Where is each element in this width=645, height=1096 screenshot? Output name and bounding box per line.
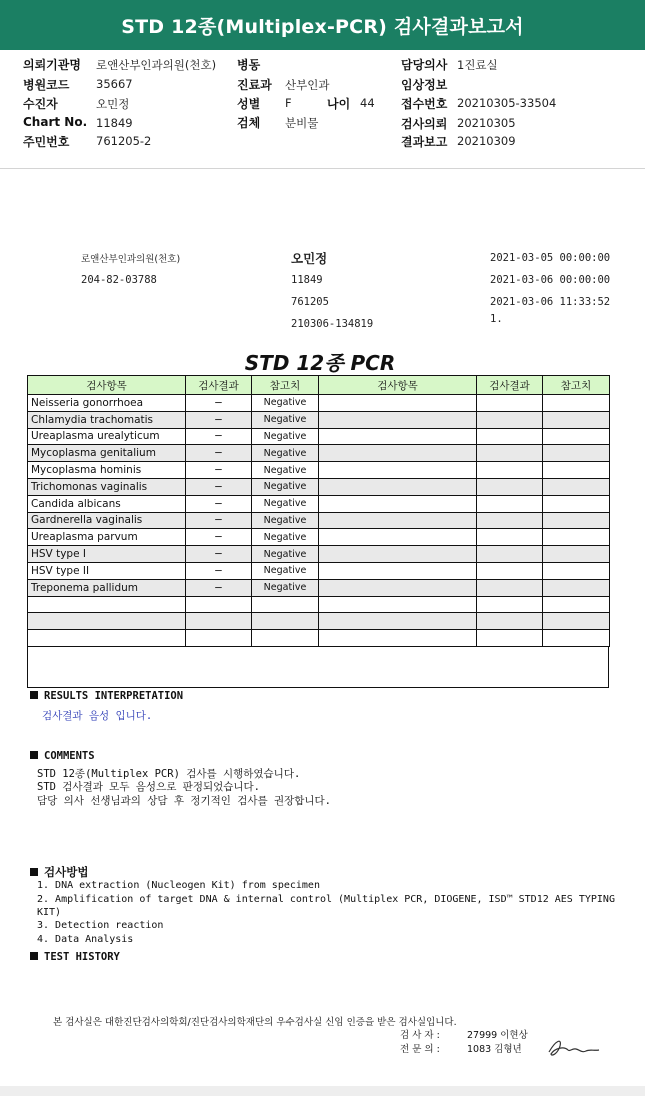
method-line: 4. Data Analysis	[37, 934, 134, 945]
test-reference: Negative	[252, 529, 319, 546]
table-row	[28, 478, 610, 495]
page-bottom-strip	[0, 1086, 645, 1096]
field-label-request-date: 검사의뢰	[401, 117, 448, 131]
field-value-age: 44	[360, 96, 375, 110]
table-row	[28, 445, 610, 462]
table-row	[28, 546, 610, 563]
test-reference: Negative	[252, 478, 319, 495]
test-item: Ureaplasma urealyticum	[28, 428, 186, 445]
sub-date-3-suffix: 1.	[490, 313, 503, 325]
test-result: −	[186, 546, 252, 563]
test-result: −	[186, 529, 252, 546]
field-value-department: 산부인과	[285, 78, 330, 92]
bullet-square-icon	[30, 952, 38, 960]
test-result: −	[186, 411, 252, 428]
field-label-department: 진료과	[237, 78, 272, 92]
sub-patient-name: 오민정	[291, 251, 328, 266]
test-reference: Negative	[252, 411, 319, 428]
table-footer-box	[27, 647, 609, 688]
test-result: −	[186, 428, 252, 445]
report-main-title: STD 12종(Multiplex-PCR) 검사결과보고서	[121, 15, 524, 38]
sub-birth: 761205	[291, 296, 329, 308]
bullet-square-icon	[30, 868, 38, 876]
sub-chart: 11849	[291, 274, 323, 286]
test-result: −	[186, 562, 252, 579]
table-row	[28, 411, 610, 428]
test-result: −	[186, 478, 252, 495]
comment-line: STD 12종(Multiplex PCR) 검사를 시행하였습니다.	[37, 768, 301, 780]
sub-clinic: 로앤산부인과의원(천호)	[81, 254, 181, 265]
method-line: KIT)	[37, 907, 62, 918]
table-row	[28, 428, 610, 445]
test-item: Trichomonas vaginalis	[28, 478, 186, 495]
method-line: 2. Amplification of target DNA & internal control (Multiplex PCR, DIOGENE, ISD™ STD12 AES TYPING	[37, 894, 615, 905]
history-heading: TEST HISTORY	[30, 951, 120, 963]
field-label-institution: 의뢰기관명	[23, 58, 81, 72]
table-row-empty	[28, 613, 610, 630]
field-label-chart-no: Chart No.	[23, 115, 88, 129]
table-row-empty	[28, 630, 610, 647]
test-reference: Negative	[252, 512, 319, 529]
test-item: Mycoplasma genitalium	[28, 445, 186, 462]
field-label-clinical-info: 임상정보	[401, 78, 448, 92]
test-item: Treponema pallidum	[28, 579, 186, 596]
field-label-age: 나이	[327, 97, 351, 111]
table-row	[28, 562, 610, 579]
test-item: Mycoplasma hominis	[28, 462, 186, 479]
certification-statement: 본 검사실은 대한진단검사의학회/진단검사의학재단의 우수검사실 신임 인증을 받은 검사실입니다.	[53, 1017, 457, 1028]
col-header-item-2: 검사항목	[319, 376, 477, 395]
test-item: Neisseria gonorrhoea	[28, 395, 186, 412]
test-item: HSV type II	[28, 562, 186, 579]
test-item: Candida albicans	[28, 495, 186, 512]
results-table	[27, 375, 610, 647]
test-item: Ureaplasma parvum	[28, 529, 186, 546]
sub-accession: 210306-134819	[291, 318, 374, 330]
field-value-request-date: 20210305	[457, 116, 516, 130]
test-reference: Negative	[252, 395, 319, 412]
field-value-specimen: 분비물	[285, 116, 319, 130]
test-item: HSV type I	[28, 546, 186, 563]
table-row	[28, 512, 610, 529]
signature-mark	[546, 1036, 602, 1060]
bullet-square-icon	[30, 691, 38, 699]
bullet-square-icon	[30, 751, 38, 759]
field-label-report-date: 결과보고	[401, 135, 448, 149]
field-label-ward: 병동	[237, 58, 261, 72]
table-header-row	[28, 376, 610, 395]
comment-line: STD 검사결과 모두 음성으로 판정되었습니다.	[37, 781, 261, 793]
test-result: −	[186, 462, 252, 479]
field-value-report-date: 20210309	[457, 134, 516, 148]
test-result: −	[186, 395, 252, 412]
field-label-specimen: 검체	[237, 116, 261, 130]
sub-date-1: 2021-03-05 00:00:00	[490, 252, 611, 264]
specialist-label: 전 문 의 :	[400, 1044, 440, 1055]
test-result: −	[186, 579, 252, 596]
field-label-patient: 수진자	[23, 97, 58, 111]
table-row	[28, 495, 610, 512]
header-divider	[0, 168, 645, 169]
test-reference: Negative	[252, 462, 319, 479]
examiner-value: 27999 이현상	[467, 1030, 528, 1041]
table-row	[28, 529, 610, 546]
method-heading: 검사방법	[30, 864, 88, 880]
field-label-resident-no: 주민번호	[23, 135, 70, 149]
test-item: Chlamydia trachomatis	[28, 411, 186, 428]
test-reference: Negative	[252, 428, 319, 445]
table-row	[28, 462, 610, 479]
method-line: 3. Detection reaction	[37, 920, 164, 931]
test-result: −	[186, 495, 252, 512]
field-value-patient: 오민정	[96, 97, 130, 111]
test-reference: Negative	[252, 445, 319, 462]
col-header-result: 검사결과	[186, 376, 252, 395]
test-item: Gardnerella vaginalis	[28, 512, 186, 529]
table-row	[28, 395, 610, 412]
comment-line: 담당 의사 선생님과의 상담 후 정기적인 검사를 권장합니다.	[37, 795, 332, 807]
test-result: −	[186, 445, 252, 462]
field-value-sex: F	[285, 96, 292, 110]
test-reference: Negative	[252, 495, 319, 512]
col-header-result-2: 검사결과	[477, 376, 543, 395]
sub-date-3: 2021-03-06 11:33:52	[490, 296, 611, 308]
report-subtitle: STD 12종 PCR	[244, 351, 396, 375]
field-value-chart-no: 11849	[96, 116, 133, 130]
field-value-hospital-code: 35667	[96, 77, 133, 91]
field-label-accession-no: 접수번호	[401, 97, 448, 111]
sub-date-2: 2021-03-06 00:00:00	[490, 274, 611, 286]
test-reference: Negative	[252, 562, 319, 579]
field-value-institution: 로앤산부인과의원(천호)	[96, 58, 217, 72]
table-row-empty	[28, 596, 610, 613]
report-title-bar	[0, 0, 645, 50]
results-text: 검사결과 음성 입니다.	[42, 710, 153, 722]
col-header-item: 검사항목	[28, 376, 186, 395]
field-label-hospital-code: 병원코드	[23, 78, 70, 92]
method-line: 1. DNA extraction (Nucleogen Kit) from specimen	[37, 880, 320, 891]
sub-biz-no: 204-82-03788	[81, 274, 157, 286]
test-reference: Negative	[252, 546, 319, 563]
test-result: −	[186, 512, 252, 529]
field-value-doctor: 1진료실	[457, 58, 498, 72]
test-reference: Negative	[252, 579, 319, 596]
field-label-doctor: 담당의사	[401, 58, 448, 72]
comments-heading: COMMENTS	[30, 750, 95, 762]
field-value-accession-no: 20210305-33504	[457, 96, 557, 110]
examiner-label: 검 사 자 :	[400, 1030, 440, 1041]
col-header-reference-2: 참고치	[543, 376, 610, 395]
field-value-resident-no: 761205-2	[96, 134, 152, 148]
results-heading: RESULTS INTERPRETATION	[30, 690, 183, 702]
table-row	[28, 579, 610, 596]
specialist-value: 1083 김형년	[467, 1044, 522, 1055]
patient-header	[0, 50, 645, 168]
col-header-reference: 참고치	[252, 376, 319, 395]
field-label-sex: 성별	[237, 97, 261, 111]
